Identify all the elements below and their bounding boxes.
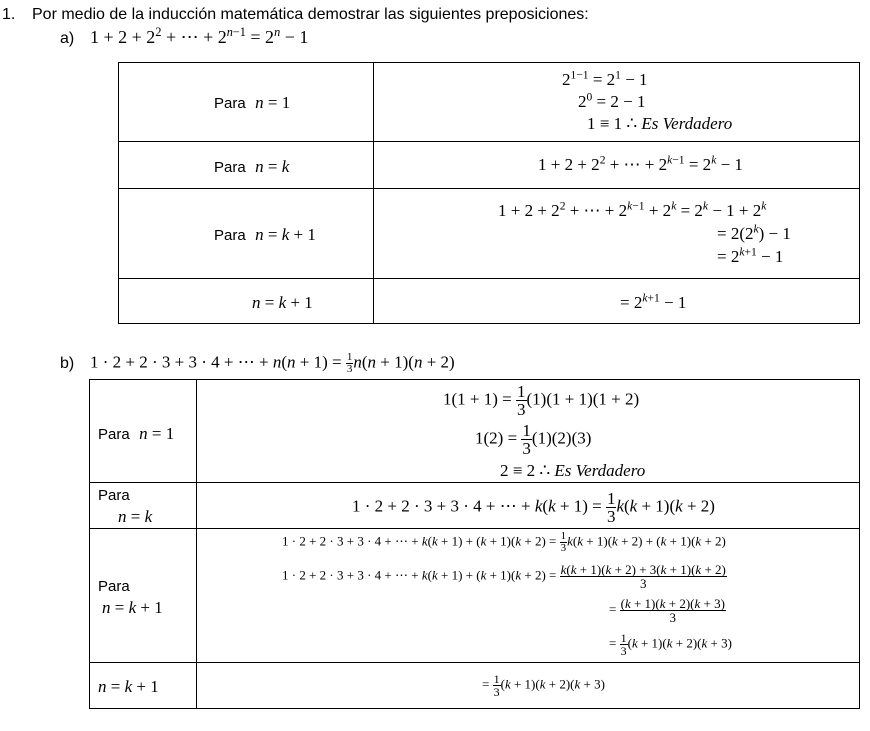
part-b-row1-line2: 1(2) = $\frac{1}{3}$ (1)(2)(3) <box>475 421 592 458</box>
part-a-row3-line2: = $2(2^k) - 1$ <box>717 222 791 243</box>
part-a-row3-line1: $1 + 2 + 2^2$ + ⋯ + $2^{k-1} + 2^k = 2^k - 1 + 2^k$ <box>498 199 767 220</box>
part-a-row1-line2: $2^0 = 2 - 1$ <box>578 90 646 111</box>
part-a-row1-line3: 1 ≡ 1 ∴ Es Verdadero <box>587 114 733 133</box>
part-a-row3-line3: = $2^{k+1} - 1$ <box>717 245 784 266</box>
part-b-row4-result: = $\frac{1}{3}$ (k + 1)(k + 2)(k + 3) <box>482 672 605 699</box>
part-b-verdict: Es Verdadero <box>554 461 646 480</box>
part-a-row3-label: Para n = k + 1 <box>214 225 316 244</box>
problem-heading: Por medio de la inducción matemática demostrar las siguientes preposiciones: <box>32 6 589 23</box>
part-b-row2-case: n = k <box>118 507 153 526</box>
part-b-letter: b) <box>60 355 75 372</box>
part-a-row2-equation: $1 + 2 + 2^2$ + ⋯ + $2^{k-1} = 2^k - 1$ <box>538 153 743 174</box>
part-b-row3-line3: = $\frac{(k + 1)(k + 2)(k + 3)}{3}$ <box>609 596 725 625</box>
part-a-row4-content-cell <box>373 278 860 324</box>
part-b-row3-line4: = $\frac{1}{3}$ (k + 1)(k + 2)(k + 3) <box>609 631 732 658</box>
part-b-row1-label: Para n = 1 <box>98 424 175 443</box>
part-b-row2-equation: 1 · 2 + 2 · 3 + 3 · 4 + ⋯ + k(k + 1) = $\frac{1}{3}$ k(k + 1)(k + 2) <box>352 489 715 526</box>
part-a-verdict: Es Verdadero <box>641 114 733 133</box>
part-b-row3-case: n = k + 1 <box>102 598 163 617</box>
part-a-row4-label: n = k + 1 <box>252 293 313 312</box>
part-b-row2-label: Para <box>98 487 130 504</box>
part-a-row1-label: Para n = 1 <box>214 93 291 112</box>
part-a-statement: $1 + 2 + 2^2$ + ⋯ + $2^{n-1} = 2^n - 1$ <box>90 25 309 47</box>
part-b-row3-line1: 1 · 2 + 2 · 3 + 3 · 4 + ⋯ + k(k + 1) + (k + 1)(k + 2) = $\frac{1}{3}$ k(k + 1)(k + 2) + (k + 1)(k + 2) <box>282 530 726 554</box>
part-b-row3-label: Para <box>98 578 130 595</box>
problem-number: 1. <box>2 6 16 23</box>
part-a-letter: a) <box>60 30 75 47</box>
part-a-row1-line1: $2^{1-1} = 2^1 - 1$ <box>562 68 648 89</box>
part-b-row3-label-cell <box>89 528 197 663</box>
part-b-row4-label: n = k + 1 <box>98 677 159 696</box>
part-b-row1-line3: 2 ≡ 2 ∴ Es Verdadero <box>500 461 646 480</box>
part-a-row4-result: = $2^{k+1} - 1$ <box>620 291 687 312</box>
part-b-statement: 1 · 2 + 2 · 3 + 3 · 4 + ⋯ + n(n + 1) = $\frac{1}{3}$ n(n + 1)(n + 2) <box>90 351 455 375</box>
part-a-row2-label: Para n = k <box>214 157 290 176</box>
part-b-row3-line2: 1 · 2 + 2 · 3 + 3 · 4 + ⋯ + k(k + 1) + (k + 1)(k + 2) = $\frac{k(k + 1)(k + 2) + 3(k + 1)(k + 2)}{3}$ <box>282 562 726 591</box>
part-a-row4-label-cell <box>118 278 374 324</box>
part-b-row1-line1: 1(1 + 1) = $\frac{1}{3}$ (1)(1 + 1)(1 + 2) <box>443 382 640 419</box>
